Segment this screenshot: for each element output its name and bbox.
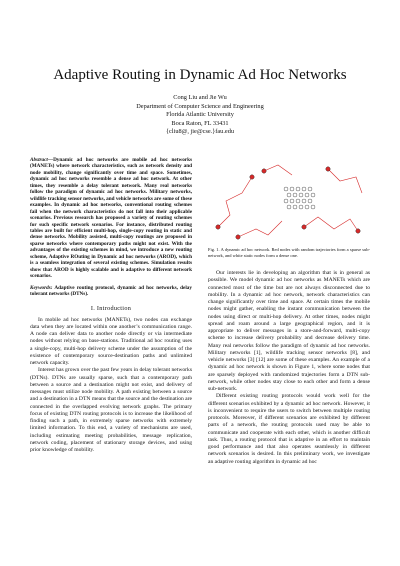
dense-static-node [308,199,312,203]
sparse-mobile-node [216,225,220,229]
dense-static-node [302,199,306,203]
dense-static-node [299,193,303,197]
dense-static-node [311,193,315,197]
dense-static-node [311,205,315,209]
sparse-mobile-node [356,229,360,233]
intro-paragraph-1: In mobile ad hoc networks (MANETs), two nodes can exchange data when they are located within one another’s communication range. A node can deliver data to another node directly or via intermediate nodes without relying on base-stations. Traditional ad hoc routing uses a single-copy, multi-hop delivery scheme under the assumption of the existence of contemporary source-destination paths and unlimited network capacity. [30,316,192,367]
dense-static-node [296,187,300,191]
right-paragraph-1: Our interests lie in developing an algorithm that is in general as possible. We model dynamic ad hoc networks as MANETs which are connected most of the time but are not always disconnected due to mobility. In a dynamic ad hoc network, network characteristics can change significantly over time and space. At certain times the mobile nodes might gather, enabling the instant communication between the nodes using direct or multi-hop delivery. At other times, nodes might spread and roam around a large geographical region, and it is appropriate to deliver messages in a store-and-forward, multi-copy scheme to increase delivery probability and decrease delivery time. Many real networks follow the paradigm of dynamic ad hoc networks. Military networks [1], wildlife tracking sensor networks [8], and vehicle networks [3] [12] are some of these examples. An example of a dynamic ad hoc network is shown in Figure 1, where some nodes that are sparsely deployed with randomized trajectories form a DTN sub-network, while other nodes stay close to each other and form a dense sub-network. [208,270,370,393]
sparse-mobile-node [326,167,330,171]
author-university: Florida Atlantic University [166,111,234,118]
node-trajectory [328,169,362,193]
sparse-mobile-node [302,225,306,229]
node-trajectory [238,221,282,237]
sparse-mobile-node [250,175,254,179]
dense-static-node [290,199,294,203]
dense-static-node [287,205,291,209]
dense-static-node [305,205,309,209]
dense-static-node [293,193,297,197]
abstract-text: —Dynamic ad hoc networks are mobile ad hoc networks (MANETs) where network characteristics, such as network density and node mobility, change significantly over time and space. Sometimes, dynamic ad hoc networks resemble a dense ad hoc network. At other times, they resemble a delay tolerant network. Many real networks follow the paradigm of dynamic ad hoc networks. Military networks, wildlife tracking sensor networks, and vehicle networks are some of these examples. In dynamic ad hoc networks, conventional routing schemes fail when the network characteristics do not fall into their applicable scenarios. Previous research has proposed a variety of routing schemes for such specific network scenarios. For instance, distributed routing tables are built for efficient multi-hop, single-copy routing in static and dense networks. Mobility assisted, multi-copy routings are proposed in sparse networks where contemporary paths might not exist. With the advantages of the existing schemes in mind, we introduce a new routing scheme, Adaptive ROuting in Dynamic ad hoc networks (AROD), which is a seamless integration of several existing schemes. Simulation results show that AROD is highly scalable and is adaptive to different network scenarios. [30,157,192,280]
keywords-lead: Keywords: [30,284,53,291]
dense-static-node [290,187,294,191]
dense-static-node [302,187,306,191]
right-paragraph-2: Different existing routing protocols would work well for the different scenarios exhibited by a dynamic ad hoc network. However, it is inconvenient to require the users to switch between multiple routing protocols. Moreover, if different scenarios are exhibited by different parts of a network, the routing protocols used may be able to communicate and cooperate with each other, which is another difficult task. Thus, a routing protocol that is adaptive in an effort to maintain good performance and that also operates seamlessly in different network scenarios is desired. In this preliminary work, we investigate an adaptive routing algorithm in dynamic ad hoc [208,393,370,465]
author-names: Cong Liu and Jie Wu [173,94,227,101]
dense-static-node [299,205,303,209]
dense-static-node [284,187,288,191]
author-department: Department of Computer Science and Engineering [136,102,264,110]
dense-static-node [305,193,309,197]
keywords-text: Adaptive routing protocol, dynamic ad hoc networks, delay tolerant networks (DTNs). [30,284,192,298]
author-block [0,94,400,137]
left-column [30,157,192,454]
figure-1 [208,157,370,244]
author-email: {cliu8@, jie@cse.}fau.edu [166,128,234,135]
paper-title: Adaptive Routing in Dynamic Ad Hoc Networks [53,67,347,83]
node-trajectory [218,177,252,227]
sparse-mobile-node [262,169,266,173]
figure-caption: Fig. 1. A dynamic ad hoc network. Red nodes with random trajectories form a sparse sub-network, and white static nodes form a dense one. [208,247,370,258]
right-column [208,157,370,466]
section-heading-introduction: I. Introduction [90,304,132,312]
dense-static-node [293,205,297,209]
node-trajectory [264,165,292,175]
node-trajectory [304,217,358,231]
dense-static-node [284,199,288,203]
intro-paragraph-2: Interest has grown over the past few years in delay tolerant networks (DTNs). DTNs are usually sparse, such that a contemporary path between a source and a destination might not exist, and delivery of messages must utilize node mobility. A path existing between a source and a destination in a DTN means that the source and the destination are connected in the overlapped evolving network graphs. The primary focus of existing DTN routing protocols is to increase the likelihood of finding such a path, in extremely sparse networks with extremely limited information. To this end, a variety of mechanisms are used, including estimating meeting probabilities, message replication, network coding, placement of stationary storage devices, and using prior knowledge of mobility. [30,367,193,454]
keywords [30,285,192,298]
sparse-mobile-node [236,235,240,239]
abstract-lead: Abstract [30,157,48,163]
author-city: Boca Raton, FL 33431 [171,119,229,127]
dense-static-node [308,187,312,191]
dense-static-node [287,193,291,197]
abstract [30,157,192,280]
dense-static-node [296,199,300,203]
network-diagram [208,157,370,244]
